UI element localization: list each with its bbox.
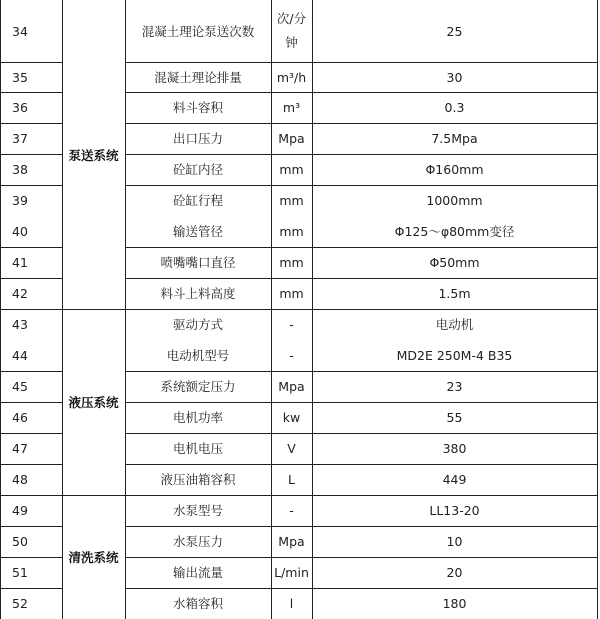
system-group-label: 液压系统 [68,395,119,410]
grid-line [0,371,62,372]
param-unit [271,495,312,526]
row-number-text: 47 [12,441,28,456]
param-value-text: 55 [446,410,463,425]
param-unit [271,309,312,340]
param-name-text: 料斗容积 [172,100,223,115]
grid-line [0,557,62,558]
param-value [312,433,597,464]
param-name-text: 电机功率 [172,410,223,425]
grid-line [125,588,597,589]
param-name [125,557,271,588]
param-unit [271,371,312,402]
param-name [125,588,271,619]
grid-line [125,526,597,527]
param-value [312,464,597,495]
grid-line [125,402,597,403]
param-value-text: 380 [442,441,467,456]
param-unit [271,526,312,557]
row-number-text: 38 [12,162,28,177]
grid-line [125,433,597,434]
row-number-text: 39 [12,193,28,208]
param-unit [271,247,312,278]
param-value [312,278,597,309]
param-unit-text: mm [279,286,304,301]
param-unit-text: mm [279,255,304,270]
param-unit [271,92,312,123]
param-name [125,123,271,154]
param-name-text: 料斗上料高度 [160,286,236,301]
param-value-text: 23 [446,379,463,394]
row-number-text: 34 [12,23,28,39]
param-value [312,216,597,247]
param-unit-text: Mpa [278,131,305,146]
param-value-text: 1.5m [438,286,471,301]
grid-line [125,247,597,248]
param-value-text: LL13-20 [429,503,480,518]
param-value [312,62,597,92]
param-unit-text: 次/分钟 [276,11,307,50]
param-unit-text: - [289,503,294,518]
param-unit-text: mm [279,162,304,177]
param-value-text: 0.3 [444,100,465,115]
param-unit [271,402,312,433]
grid-line [125,371,597,372]
param-name [125,154,271,185]
row-number-text: 40 [12,224,28,239]
row-number-text: 42 [12,286,28,301]
grid-line [0,495,597,496]
param-unit-text: kw [282,410,301,425]
grid-line [125,185,597,186]
param-value-text: Φ125～φ80mm变径 [394,224,515,239]
grid-line [0,92,62,93]
param-name-text: 系统额定压力 [160,379,236,394]
row-number-text: 51 [12,565,28,580]
param-unit [271,0,312,62]
param-unit-text: V [287,441,296,456]
row-number-text: 35 [12,69,28,85]
param-name-text: 砼缸行程 [172,193,223,208]
param-name-text: 输出流量 [172,565,223,580]
param-value-text: 180 [442,596,467,611]
param-name [125,62,271,92]
param-value-text: 10 [446,534,463,549]
param-name [125,278,271,309]
param-value-text: 1000mm [426,193,483,208]
row-number-text: 37 [12,131,28,146]
param-unit [271,62,312,92]
param-unit [271,154,312,185]
param-value-text: MD2E 250M-4 B35 [396,348,513,363]
grid-line [0,526,62,527]
param-name-text: 水箱容积 [172,596,223,611]
param-unit-text: - [289,317,294,332]
grid-line [125,154,597,155]
param-value-text: 电动机 [435,317,474,332]
param-value [312,340,597,371]
grid-line [0,309,597,310]
param-name [125,185,271,216]
grid-line [125,464,597,465]
param-name [125,340,271,371]
grid-line [0,185,62,186]
param-unit [271,557,312,588]
param-name-text: 电动机型号 [166,348,230,363]
grid-line [597,0,598,619]
param-value [312,154,597,185]
param-name-text: 混凝土理论泵送次数 [141,23,255,39]
param-value [312,371,597,402]
param-value [312,0,597,62]
param-value-text: Φ50mm [429,255,480,270]
grid-line [0,154,62,155]
param-value-text: 30 [446,69,463,85]
param-value-text: 25 [446,23,463,39]
row-number-text: 45 [12,379,28,394]
grid-line [0,62,62,63]
param-name [125,402,271,433]
row-number-text: 43 [12,317,28,332]
param-value [312,402,597,433]
grid-line [0,588,62,589]
param-name-text: 出口压力 [172,131,223,146]
param-name [125,371,271,402]
param-value [312,588,597,619]
param-value-text: 20 [446,565,463,580]
param-unit-text: - [289,348,294,363]
row-number-text: 44 [12,348,28,363]
grid-line [125,62,597,63]
param-value-text: Φ160mm [425,162,484,177]
system-group-label: 泵送系统 [68,147,119,163]
param-unit-text: l [289,596,294,611]
param-value [312,92,597,123]
param-unit [271,216,312,247]
param-value [312,495,597,526]
grid-line [0,433,62,434]
param-unit [271,340,312,371]
param-value [312,526,597,557]
param-name-text: 液压油箱容积 [160,472,236,487]
param-name-text: 输送管径 [172,224,223,239]
param-value [312,557,597,588]
param-name [125,464,271,495]
param-value-text: 449 [442,472,467,487]
param-unit [271,123,312,154]
row-number-text: 52 [12,596,28,611]
param-name [125,247,271,278]
param-unit [271,185,312,216]
param-name-text: 混凝土理论排量 [154,69,242,85]
param-name [125,309,271,340]
system-group-label: 清洗系统 [68,550,119,565]
row-number-text: 46 [12,410,28,425]
param-value-text: 7.5Mpa [431,131,478,146]
grid-line [125,278,597,279]
grid-line [125,123,597,124]
param-name [125,0,271,62]
param-unit-text: Mpa [278,379,305,394]
param-name [125,92,271,123]
param-value [312,309,597,340]
grid-line [0,402,62,403]
row-number-text: 41 [12,255,28,270]
row-number-text: 50 [12,534,28,549]
param-name-text: 水泵型号 [172,503,223,518]
row-number-text: 48 [12,472,28,487]
param-unit-text: L [288,472,295,487]
param-name [125,526,271,557]
grid-line [125,557,597,558]
param-value [312,247,597,278]
param-name-text: 驱动方式 [172,317,223,332]
param-unit-text: L/min [274,565,309,580]
param-name-text: 砼缸内径 [172,162,223,177]
param-unit-text: mm [279,224,304,239]
grid-line [0,278,62,279]
param-name-text: 电机电压 [172,441,223,456]
param-name [125,216,271,247]
row-number-text: 36 [12,100,28,115]
param-name-text: 喷嘴嘴口直径 [160,255,236,270]
grid-line [125,92,597,93]
param-unit-text: m³ [282,100,301,115]
param-unit [271,433,312,464]
param-unit [271,464,312,495]
param-value [312,123,597,154]
row-number-text: 49 [12,503,28,518]
param-name-text: 水泵压力 [172,534,223,549]
grid-line [0,123,62,124]
param-unit-text: m³/h [276,69,307,85]
param-unit-text: Mpa [278,534,305,549]
grid-line [0,247,62,248]
param-name [125,433,271,464]
param-name [125,495,271,526]
param-unit-text: mm [279,193,304,208]
grid-line [0,464,62,465]
param-unit [271,278,312,309]
param-value [312,185,597,216]
param-unit [271,588,312,619]
